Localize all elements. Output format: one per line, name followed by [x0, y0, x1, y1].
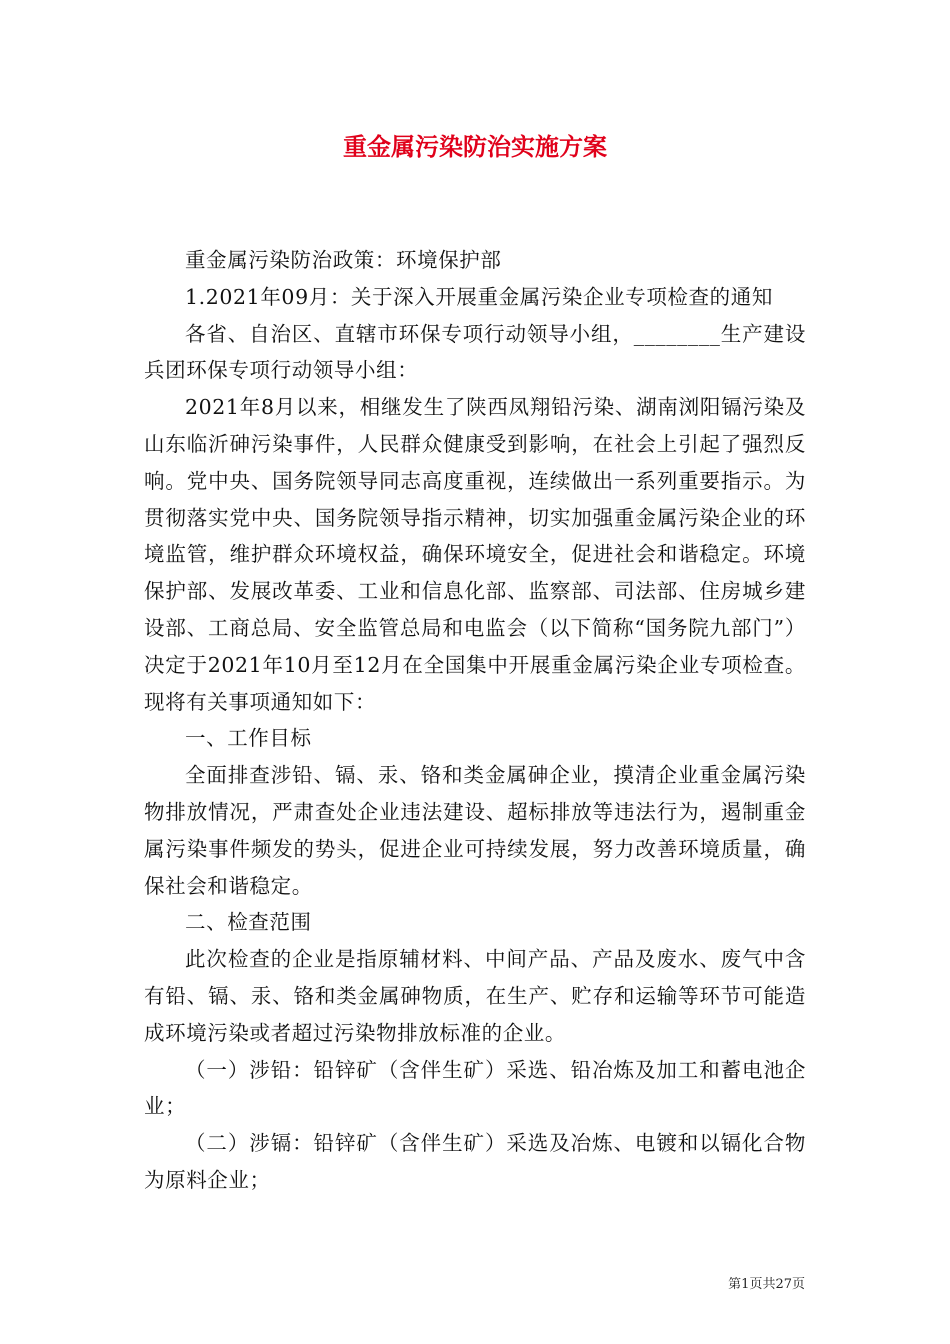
paragraph-goals: 全面排查涉铅、镉、汞、铬和类金属砷企业，摸清企业重金属污染物排放情况，严肃查处企业违法建设、超标排放等违法行为，遏制重金属污染事件频发的势头，促进企业可持续发展，努力改善环境质量，确保社会和谐稳定。 [144, 763, 806, 898]
paragraph-scope: 此次检查的企业是指原辅材料、中间产品、产品及废水、废气中含有铅、镉、汞、铬和类金属砷物质，在生产、贮存和运输等环节可能造成环境污染或者超过污染物排放标准的企业。 [144, 947, 806, 1045]
paragraph-notice-title: 1.2021年09月：关于深入开展重金属污染企业专项检查的通知 [185, 284, 773, 309]
paragraph-background: 2021年8月以来，相继发生了陕西凤翔铅污染、湖南浏阳镉污染及山东临沂砷污染事件，人民群众健康受到影响，在社会上引起了强烈反响。党中央、国务院领导同志高度重视，连续做出一系列重要指示。为贯彻落实党中央、国务院领导指示精神，切实加强重金属污染企业的环境监管，维护群众环境权益，确保环境安全，促进社会和谐稳定。环境保护部、发展改革委、工业和信息化部、监察部、司法部、住房城乡建设部、工商总局、安全监管总局和电监会（以下简称“国务院九部门”）决定于2021年10月至12月在全国集中开展重金属污染企业专项检查。现将有关事项通知如下： [144, 395, 806, 714]
section-heading-goals: 一、工作目标 [185, 726, 312, 751]
paragraph-scope-lead: （一）涉铅：铅锌矿（含伴生矿）采选、铅冶炼及加工和蓄电池企业； [144, 1057, 806, 1119]
paragraph-policy-source: 重金属污染防治政策：环境保护部 [185, 248, 502, 272]
paragraph-addressees: 各省、自治区、直辖市环保专项行动领导小组，________生产建设兵团环保专项行动领导小组： [144, 321, 806, 383]
document-body [144, 242, 806, 1199]
paragraph-scope-cadmium: （二）涉镉：铅锌矿（含伴生矿）采选及冶炼、电镀和以镉化合物为原料企业； [144, 1131, 806, 1192]
document-title: 重金属污染防治实施方案 [343, 132, 607, 161]
section-heading-scope: 二、检查范围 [185, 910, 312, 935]
page-number: 第1页共27页 [728, 1277, 805, 1292]
